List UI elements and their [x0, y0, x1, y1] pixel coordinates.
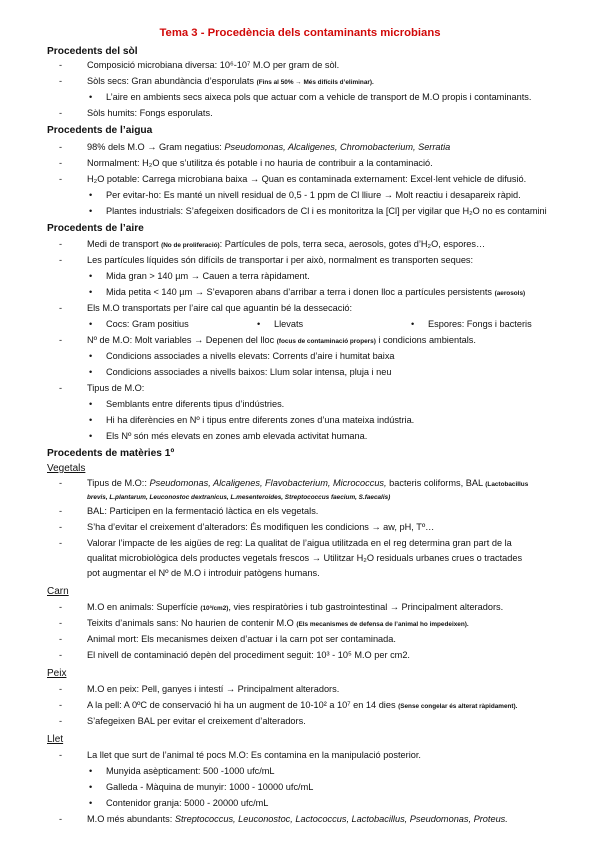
aire-bullet: • Hi ha diferències en Nº i tipus entre diferents zones d’una mateixa indústria. — [106, 414, 414, 427]
aire-item: - Nº de M.O: Molt variables → Depenen del lloc (focus de contaminació propers) i condicions ambientals. — [87, 334, 476, 348]
aire-col-bullet: • Cocs: Gram positius — [106, 318, 189, 331]
aire-col-bullet: • Llevats — [274, 318, 303, 331]
carn-item: - El nivell de contaminació depèn del procediment seguit: 10³ - 10⁵ M.O per cm2. — [87, 649, 410, 662]
peix-item: - A la pell: A 0ºC de conservació hi ha un augment de 10-10² a 10⁷ en 14 dies (Sense congelar és alterat ràpidament). — [87, 699, 517, 713]
peix-item: - S’afegeixen BAL per evitar el creixement d’alteradors. — [87, 715, 306, 728]
aire-bullet: • Condicions associades a nivells elevats: Corrents d’aire i humitat baixa — [106, 350, 395, 363]
subheading-peix: Peix — [47, 668, 67, 679]
page-title: Tema 3 - Procedència dels contaminants microbians — [159, 27, 441, 39]
carn-item: - M.O en animals: Superfície (10³/cm2), vies respiratòries i tub gastrointestinal → Principalment alteradors. — [87, 601, 503, 615]
carn-item: - Teixits d’animals sans: No haurien de contenir M.O (Els mecanismes de defensa de l’animal ho impedeixen). — [87, 617, 469, 631]
aire-bullet: • Semblants entre diferents tipus d’indústries. — [106, 398, 284, 411]
vegetals-item: - BAL: Participen en la fermentació làctica en els vegetals. — [87, 505, 318, 518]
aire-col-bullet: • Espores: Fongs i bacteris — [428, 318, 532, 331]
peix-item: - M.O en peix: Pell, ganyes i intestí → Principalment alteradors. — [87, 683, 339, 696]
carn-item: - Animal mort: Els mecanismes deixen d’actuar i la carn pot ser contaminada. — [87, 633, 396, 646]
subheading-carn: Carn — [47, 586, 69, 597]
sol-item: - Sòls humits: Fongs esporulats. — [87, 107, 213, 120]
llet-item: - La llet que surt de l’animal té pocs M.O: Es contamina en la manipulació posterior. — [87, 749, 421, 762]
aire-bullet: • Mida petita < 140 µm → S’evaporen abans d’arribar a terra i donen lloc a partícules persistents (aerosols) — [106, 286, 525, 300]
sol-item: - Sòls secs: Gran abundància d’esporulats (Fins al 50% → Més difícils d’eliminar). — [87, 75, 374, 89]
aigua-item: - 98% dels M.O → Gram negatius: Pseudomonas, Alcaligenes, Chromobacterium, Serratia — [87, 141, 450, 154]
subheading-llet: Llet — [47, 734, 64, 745]
llet-bullet: • Galleda - Màquina de munyir: 1000 - 10000 ufc/mL — [106, 781, 313, 794]
aire-bullet: • Mida gran > 140 µm → Cauen a terra ràpidament. — [106, 270, 310, 283]
llet-bullet: • Munyida asèpticament: 500 -1000 ufc/mL — [106, 765, 275, 778]
vegetals-item-cont: pot augmentar el Nº de M.O i introduir patògens humans. — [87, 568, 320, 578]
aire-bullet: • Condicions associades a nivells baixos: Llum solar intensa, pluja i neu — [106, 366, 391, 379]
vegetals-item: - Tipus de M.O:: Pseudomonas, Alcaligenes, Flavobacterium, Micrococcus, bacteris coliforms, BAL (Lactobacillus — [87, 477, 528, 491]
vegetals-item-cont: brevis, L.plantarum, Leuconostoc dextranicus, L.mesenteroides, Streptococcus faecium, S.faecalis) — [87, 494, 391, 501]
aire-item: - Els M.O transportats per l’aire cal que aguantin bé la dessecació: — [87, 302, 352, 315]
vegetals-item: - S’ha d’evitar el creixement d’alteradors: És modifiquen les condicions → aw, pH, Tº… — [87, 521, 434, 534]
aire-bullet: • Els Nº són més elevats en zones amb elevada activitat humana. — [106, 430, 367, 443]
vegetals-item: - Valorar l’impacte de les aigües de reg: La qualitat de l’aigua utilitzada en el reg determina gran part de la — [87, 537, 512, 550]
sol-item: - Composició microbiana diversa: 10⁶-10⁷ M.O per gram de sòl. — [87, 59, 339, 72]
subheading-vegetals: Vegetals — [47, 463, 86, 474]
heading-aigua: Procedents de l’aigua — [47, 125, 153, 136]
aigua-item: - H₂O potable: Carrega microbiana baixa → Quan es contaminada externament: Excel·lent vehicle de difusió. — [87, 173, 526, 186]
aigua-bullet: • Plantes industrials: S’afegeixen dosificadors de Cl i es monitoritza la [Cl] per vigilar que H₂O no es contamini — [106, 205, 547, 218]
aire-item: - Tipus de M.O: — [87, 382, 144, 395]
aire-item: - Medi de transport (No de proliferació): Partícules de pols, terra seca, aerosols, gotes d’H₂O, espores… — [87, 238, 485, 252]
heading-sol: Procedents del sòl — [47, 46, 138, 57]
sol-bullet: • L’aire en ambients secs aixeca pols que actuar com a vehicle de transport de M.O propis i contaminants. — [106, 91, 531, 104]
llet-item: - M.O més abundants: Streptococcus, Leuconostoc, Lactococcus, Lactobacillus, Pseudomonas, Proteus. — [87, 813, 508, 826]
aigua-bullet: • Per evitar-ho: Es manté un nivell residual de 0,5 - 1 ppm de Cl lliure → Molt reactiu i desapareix ràpid. — [106, 189, 521, 202]
sol-note: (Fins al 50% → Més difícils d’eliminar). — [256, 79, 374, 86]
llet-bullet: • Contenidor granja: 5000 - 20000 ufc/mL — [106, 797, 268, 810]
heading-materies: Procedents de matèries 1º — [47, 448, 175, 459]
aire-item: - Les partícules líquides són difícils de transportar i per això, normalment es transporten seques: — [87, 254, 473, 267]
vegetals-item-cont: qualitat microbiològica dels productes vegetals frescos → Utilitzar H₂O residuals urbanes crues o tractades — [87, 553, 523, 563]
heading-aire: Procedents de l’aire — [47, 223, 144, 234]
aigua-item: - Normalment: H₂O que s’utilitza és potable i no hauria de contribuir a la contaminació. — [87, 157, 433, 170]
